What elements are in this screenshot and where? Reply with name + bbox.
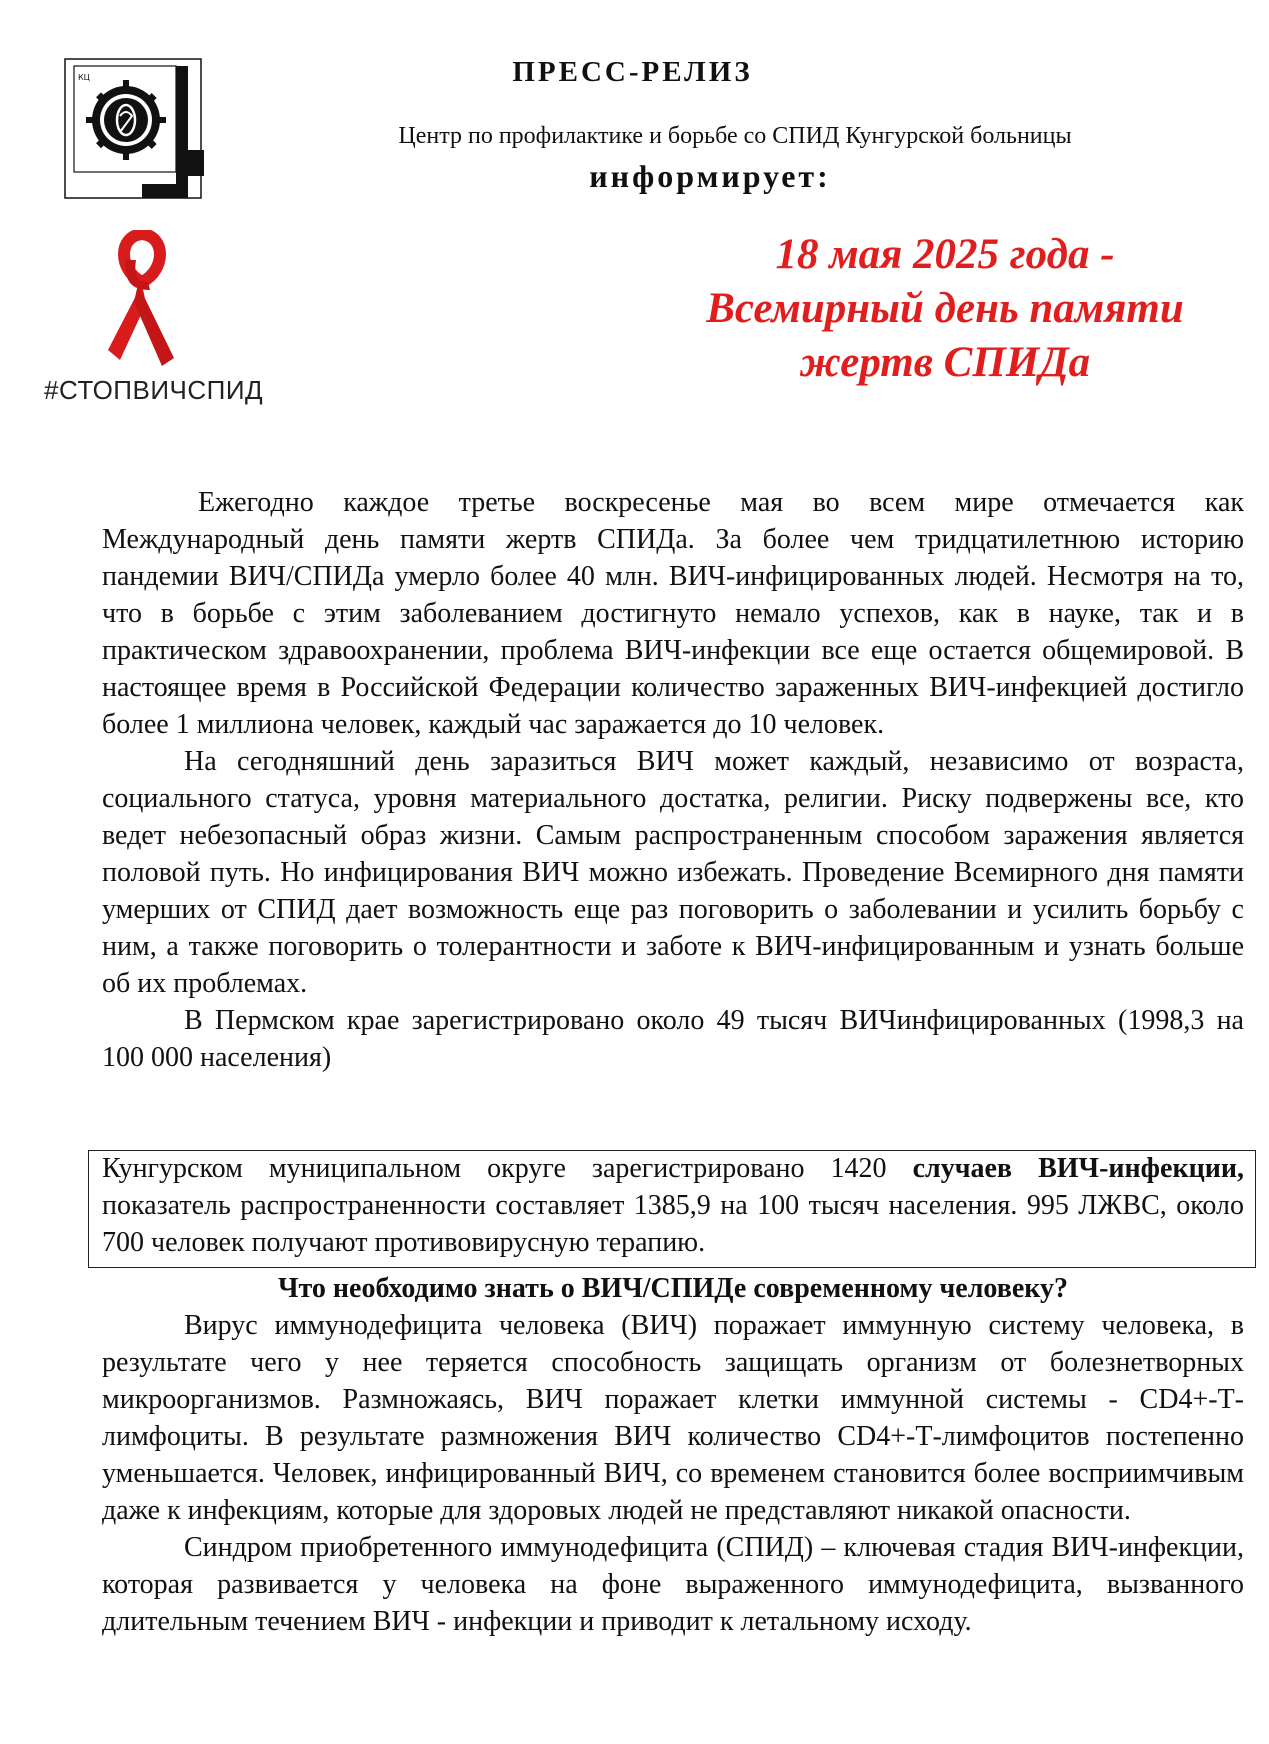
statistics-text: Кунгурском муниципальном округе зарегистрировано 1420 случаев ВИЧ-инфекции, показатель распространенности составляет 1385,9 на 100 тысяч населения. 995 ЛЖВС, около 700 человек получают противовирусную терапию. <box>102 1153 1244 1258</box>
paragraph-risk: На сегодняшний день заразиться ВИЧ может каждый, независимо от возраста, социального статуса, уровня материального достатка, религии. Риску подвержены все, кто ведет небезопасный образ жизни. Самым распространенным способом заражения является половой путь. Но инфицирования ВИЧ можно избежать. Проведение Всемирного дня памяти умерших от СПИД дает возможность еще раз поговорить о заболевании и усилить борьбу с ним, а также поговорить о толерантности и заботе к ВИЧ-инфицированным и узнать больше об их проблемах. <box>102 746 1244 999</box>
hiv-info <box>102 1307 1244 1640</box>
event-headline <box>620 228 1269 390</box>
press-release-title: ПРЕСС-РЕЛИЗ <box>512 56 753 88</box>
informs-label: информирует: <box>589 158 831 194</box>
paragraph-intro: Ежегодно каждое третье воскресенье мая во всем мире отмечается как Международный день памяти жертв СПИДа. За более чем тридцатилетнюю историю пандемии ВИЧ/СПИДа умерло более 40 млн. ВИЧ-инфицированных людей. Несмотря на то, что в борьбе с этим заболеванием достигнуто немало успехов, как в науке, так и в практическом здравоохранении, проблема ВИЧ-инфекции все еще остается общемировой. В настоящее время в Российской Федерации количество зараженных ВИЧ-инфекцией достигло более 1 миллиона человек, каждый час заражается до 10 человек. <box>102 487 1244 740</box>
paragraph-hiv: Вирус иммунодефицита человека (ВИЧ) поражает иммунную систему человека, в результате чего у нее теряется способность защищать организм от болезнетворных микроорганизмов. Размножаясь, ВИЧ поражает клетки иммунной системы - CD4+-Т-лимфоциты. В результате размножения ВИЧ количество CD4+-Т-лимфоцитов постепенно уменьшается. Человек, инфицированный ВИЧ, со временем становится более восприимчивым даже к инфекциям, которые для здоровых людей не представляют никакой опасности. <box>102 1310 1244 1526</box>
campaign-hashtag: #СТОПВИЧСПИД <box>44 375 264 405</box>
article-body <box>102 484 1244 1076</box>
organization-name: Центр по профилактике и борьбе со СПИД Кунгурской больницы <box>398 123 1072 149</box>
headline-line: 18 мая 2025 года - <box>775 231 1115 278</box>
headline-line: жертв СПИДа <box>799 339 1091 386</box>
paragraph-aids: Синдром приобретенного иммунодефицита (СПИД) – ключевая стадия ВИЧ-инфекции, которая развивается у человека на фоне выраженного иммунодефицита, вызванного длительным течением ВИЧ - инфекции и приводит к летальному исходу. <box>102 1532 1244 1637</box>
section-heading: Что необходимо знать о ВИЧ/СПИДе современному человеку? <box>277 1273 1069 1304</box>
headline-line: Всемирный день памяти <box>706 285 1184 332</box>
svg-text:КЦ: КЦ <box>78 73 90 82</box>
statistics-highlight: случаев ВИЧ-инфекции, <box>912 1153 1244 1184</box>
paragraph-perm-region: В Пермском крае зарегистрировано около 49 тысяч ВИЧинфицированных (1998,3 на 100 000 населения) <box>102 1005 1244 1073</box>
red-ribbon-icon <box>0 230 330 450</box>
